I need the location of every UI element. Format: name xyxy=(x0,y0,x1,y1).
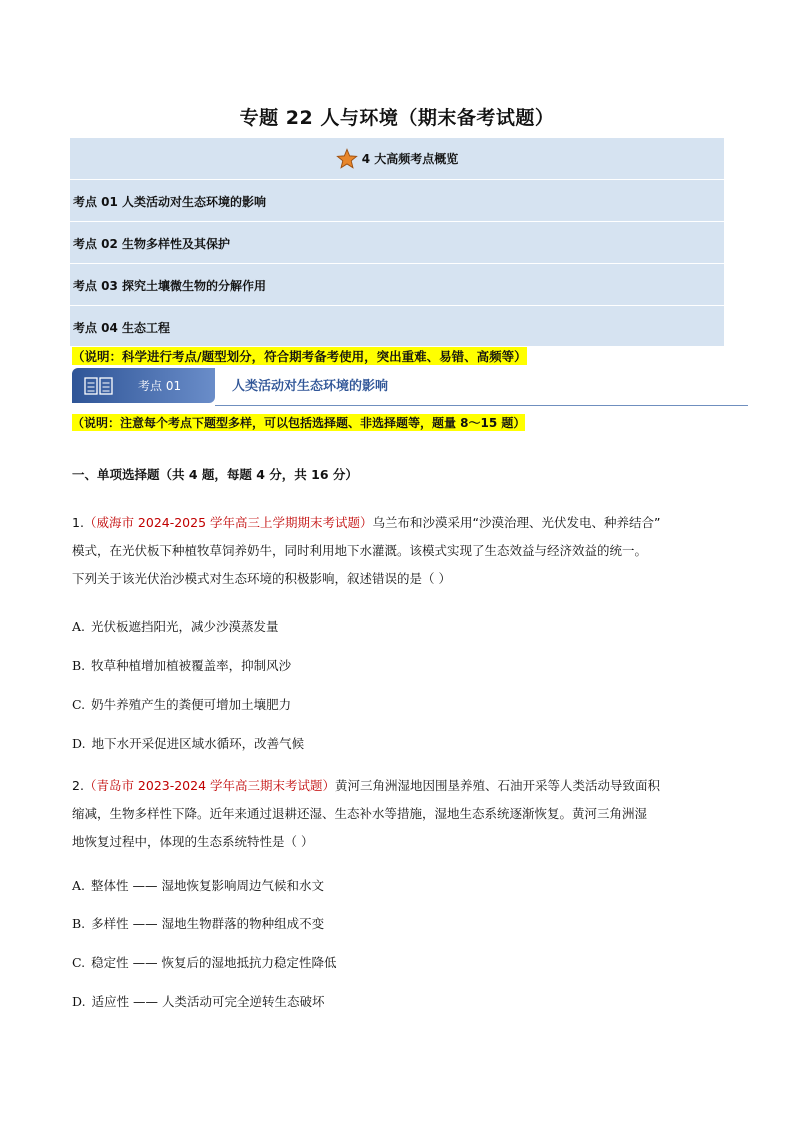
option-text: 光伏板遮挡阳光，减少沙漠蒸发量 xyxy=(91,619,279,634)
section-title: 人类活动对生态环境的影响 xyxy=(232,379,389,394)
option-text: 牧草种植增加植被覆盖率，抑制风沙 xyxy=(91,658,292,673)
question-1-line-3: 下列关于该光伏治沙模式对生态环境的积极影响，叙述错误的是（ ） xyxy=(72,571,451,586)
option-key: D. xyxy=(72,994,86,1009)
question-2-option-b xyxy=(72,914,324,932)
question-2-option-a xyxy=(72,876,324,894)
question-2-line-3: 地恢复过程中，体现的生态系统特性是（ ） xyxy=(72,834,314,849)
option-key: A. xyxy=(72,619,86,634)
star-icon xyxy=(336,148,358,170)
option-key: C. xyxy=(72,697,86,712)
overview-item-4: 考点 04 生态工程 xyxy=(73,321,171,335)
overview-item-1: 考点 01 人类活动对生态环境的影响 xyxy=(73,195,267,209)
page-title: 专题 22 人与环境（期末备考试题） xyxy=(239,107,555,129)
overview-row-4 xyxy=(70,305,724,346)
question-1-option-b xyxy=(72,656,291,674)
option-text: 地下水开采促进区域水循环，改善气候 xyxy=(91,736,305,751)
overview-row-3 xyxy=(70,263,724,304)
question-1-line-1 xyxy=(72,509,732,537)
option-text: 整体性 —— 湿地恢复影响周边气候和水文 xyxy=(91,878,324,893)
option-text: 多样性 —— 湿地生物群落的物种组成不变 xyxy=(91,916,325,931)
overview-row-1 xyxy=(70,179,724,220)
question-2 xyxy=(72,772,732,856)
option-key: B. xyxy=(72,658,86,673)
section-label: 考点 01 xyxy=(138,379,182,393)
question-1 xyxy=(72,509,732,593)
question-2-number: 2. xyxy=(72,778,84,793)
overview-row-2 xyxy=(70,221,724,262)
question-1-option-d xyxy=(72,734,304,752)
section-banner xyxy=(72,368,215,403)
question-1-option-c xyxy=(72,695,291,713)
overview-item-2: 考点 02 生物多样性及其保护 xyxy=(73,237,231,251)
option-text: 稳定性 —— 恢复后的湿地抵抗力稳定性降低 xyxy=(91,955,337,970)
question-1-stem-1: 乌兰布和沙漠采用“沙漠治理、光伏发电、种养结合” xyxy=(372,515,661,530)
option-key: B. xyxy=(72,916,86,931)
question-2-stem-1: 黄河三角洲湿地因围垦养殖、石油开采等人类活动导致面积 xyxy=(335,778,661,793)
question-1-source: （威海市 2024-2025 学年高三上学期期末考试题） xyxy=(83,515,373,530)
section-divider xyxy=(215,405,748,406)
note-highlight-1: （说明：科学进行考点/题型划分，符合期考备考使用，突出重难、易错、高频等） xyxy=(72,349,527,364)
question-2-line-2: 缩减，生物多样性下降。近年来通过退耕还湿、生态补水等措施，湿地生态系统逐渐恢复。黄河三角洲湿 xyxy=(72,806,648,821)
question-1-number: 1. xyxy=(72,515,84,530)
overview-heading-text: 4 大高频考点概览 xyxy=(361,152,459,166)
option-text: 适应性 —— 人类活动可完全逆转生态破坏 xyxy=(91,994,325,1009)
question-1-line-2: 模式，在光伏板下种植牧草饲养奶牛，同时利用地下水灌溉。该模式实现了生态效益与经济效益的统一。 xyxy=(72,543,648,558)
note-highlight-2: （说明：注意每个考点下题型多样，可以包括选择题、非选择题等，题量 8～15 题） xyxy=(72,416,526,430)
question-2-option-d xyxy=(72,992,325,1010)
option-key: A. xyxy=(72,878,86,893)
option-key: D. xyxy=(72,736,86,751)
part-heading: 一、单项选择题（共 4 题，每题 4 分，共 16 分） xyxy=(72,467,358,482)
question-2-source: （青岛市 2023-2024 学年高三期末考试题） xyxy=(83,778,336,793)
overview-heading xyxy=(70,138,724,179)
option-text: 奶牛养殖产生的粪便可增加土壤肥力 xyxy=(91,697,292,712)
question-2-line-1 xyxy=(72,772,732,800)
overview-item-3: 考点 03 探究土壤微生物的分解作用 xyxy=(73,279,267,293)
question-1-option-a xyxy=(72,617,279,635)
book-icon xyxy=(84,377,114,395)
overview-table xyxy=(70,138,724,346)
option-key: C. xyxy=(72,955,86,970)
question-2-option-c xyxy=(72,953,337,971)
